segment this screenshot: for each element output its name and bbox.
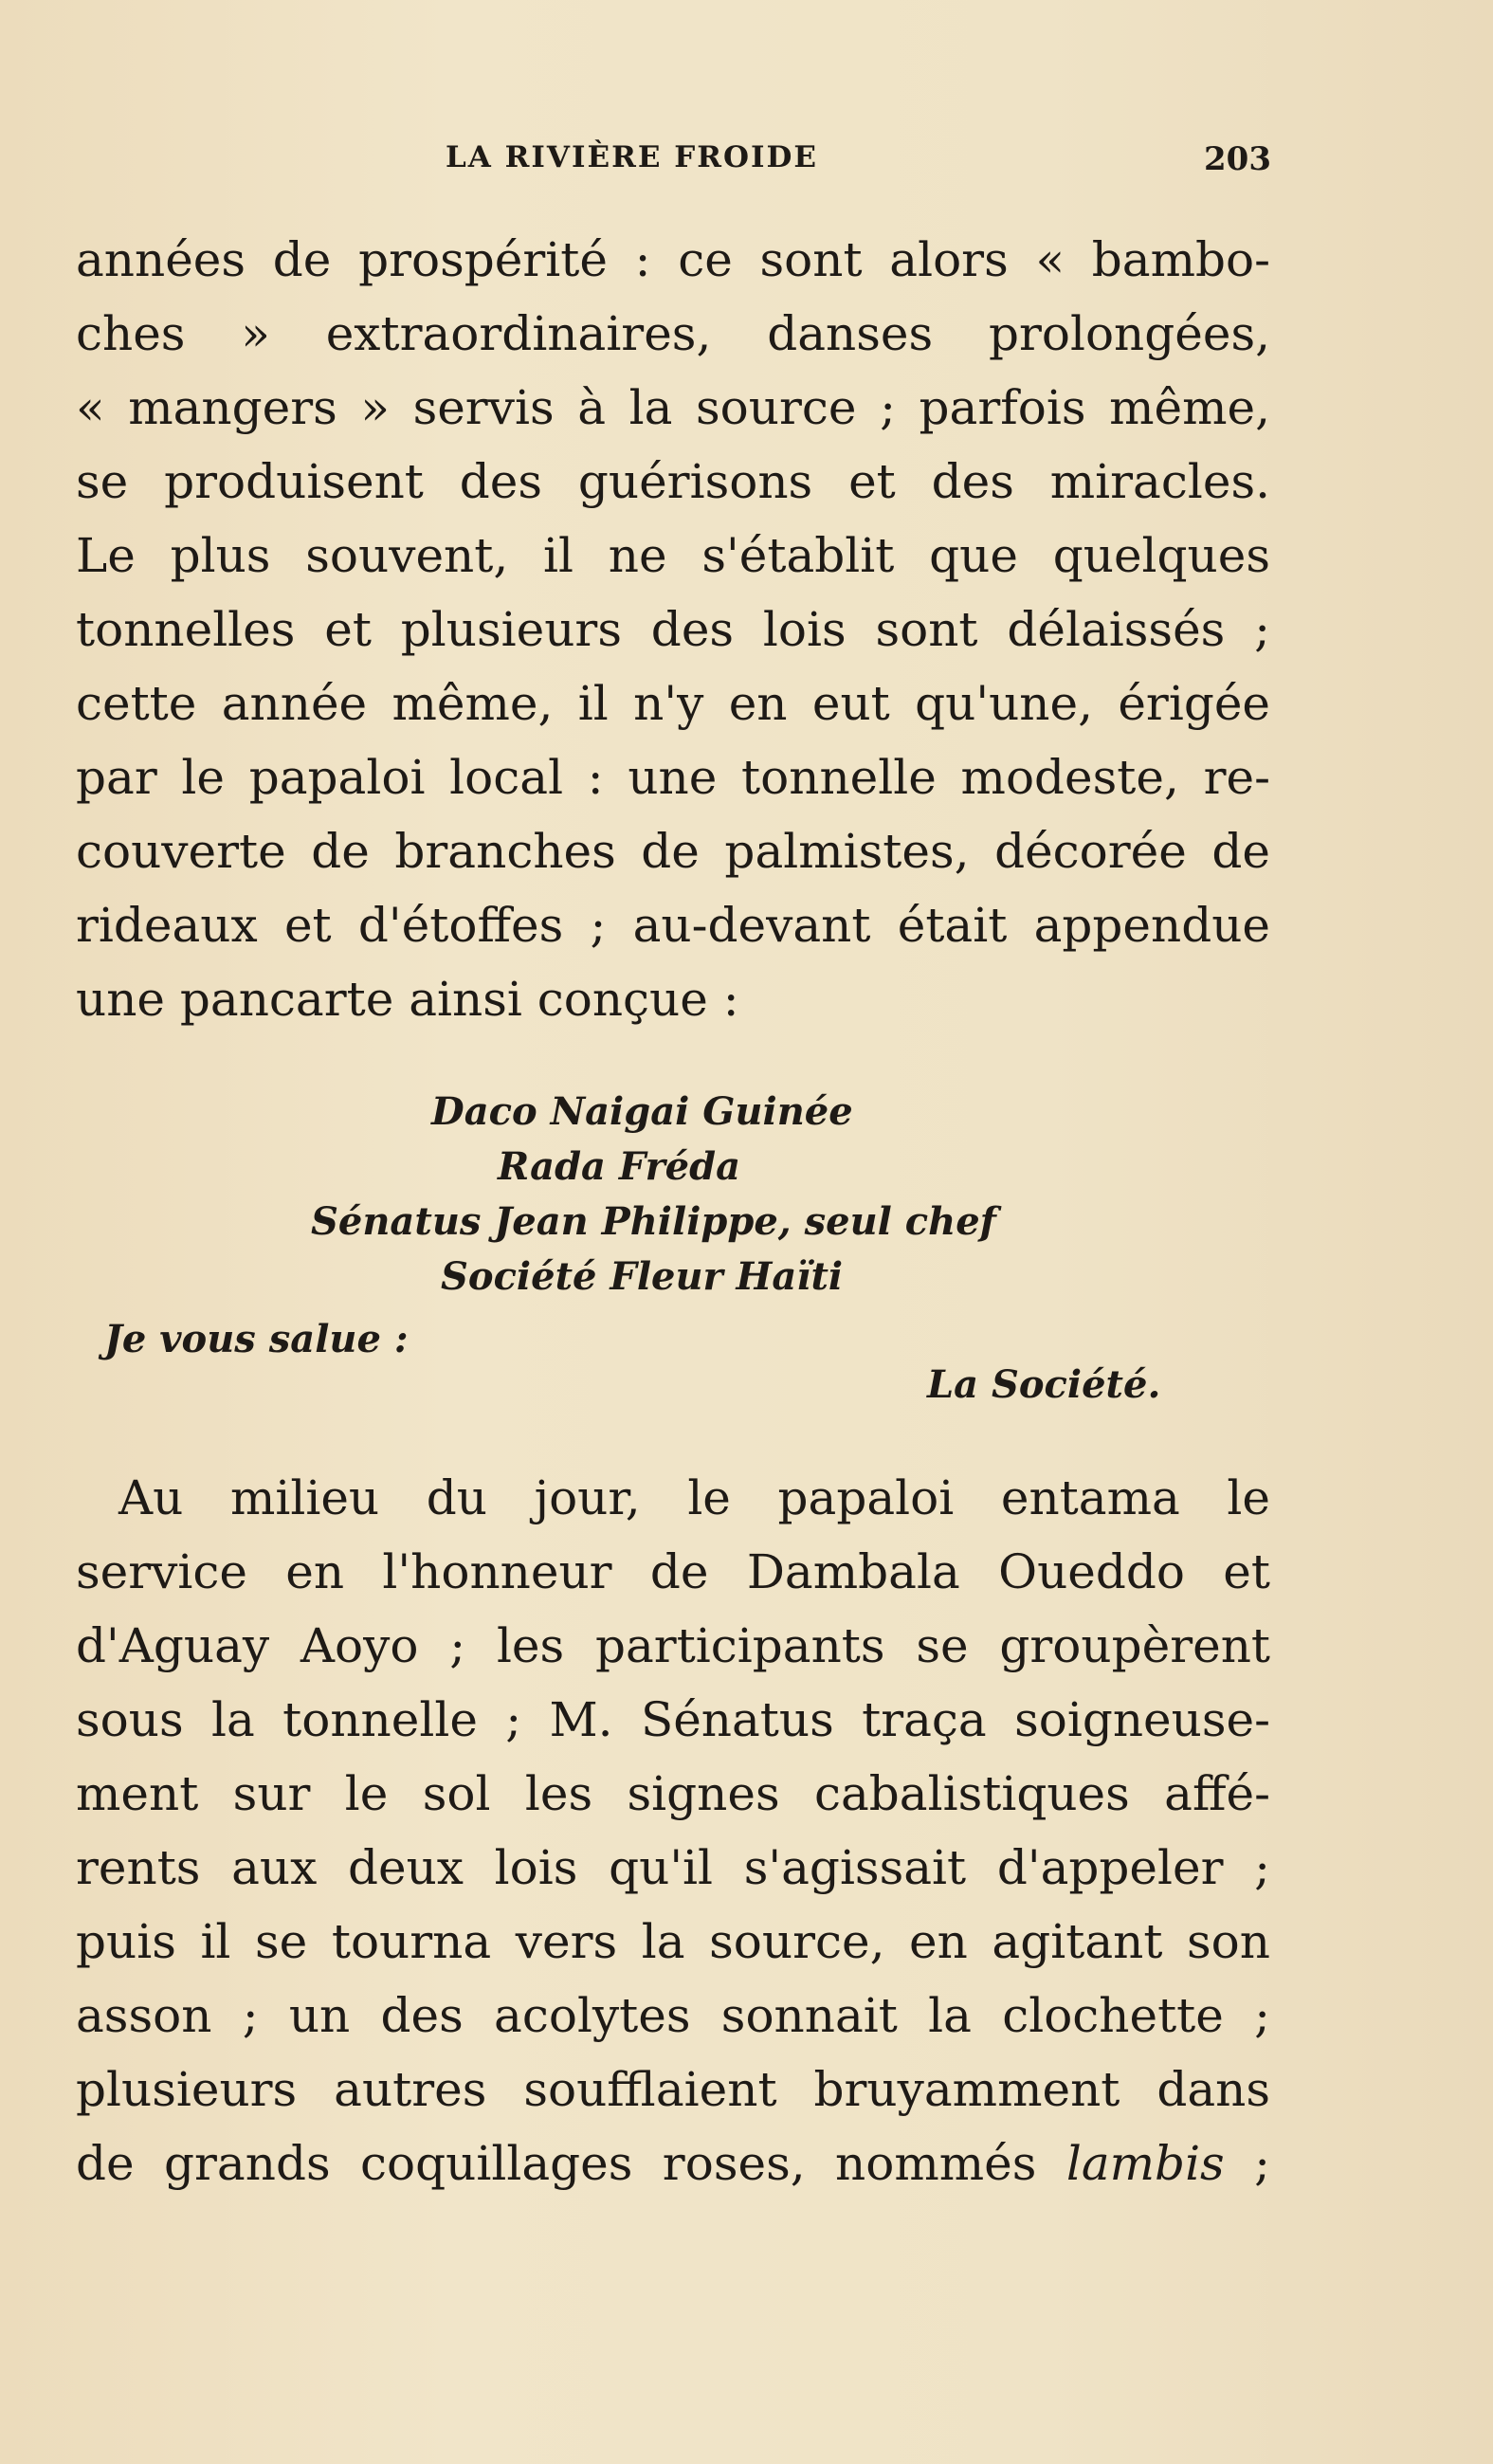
text-line: plusieurs autres soufflaient bruyamment dans [76,2062,1270,2117]
placard-signature: La Société. [927,1362,1161,1407]
text-line: « mangers » servis à la source ; parfois même, [76,380,1270,435]
running-title: LA RIVIÈRE FROIDE [446,140,819,174]
text-line: rents aux deux lois qu'il s'agissait d'appeler ; [76,1840,1270,1895]
text-line: puis il se tourna vers la source, en agitant son [76,1914,1270,1969]
placard-line: Daco Naigai Guinée [431,1089,853,1134]
text-line: service en l'honneur de Dambala Oueddo et [76,1544,1270,1599]
text-line: tonnelles et plusieurs des lois sont délaissés ; [76,602,1270,657]
text-line: se produisent des guérisons et des miracles. [76,454,1270,509]
text-line: rideaux et d'étoffes ; au-devant était appendue [76,898,1270,953]
text-line: par le papaloi local : une tonnelle modeste, re- [76,750,1270,805]
text-line: sous la tonnelle ; M. Sénatus traça soigneuse- [76,1692,1270,1747]
text-line: une pancarte ainsi conçue : [76,972,739,1027]
text-line: Au milieu du jour, le papaloi entama le [118,1470,1270,1525]
placard-line: Sénatus Jean Philippe, seul chef [311,1199,996,1244]
placard-line: Société Fleur Haïti [441,1254,844,1299]
text-line: couverte de branches de palmistes, décorée de [76,824,1270,879]
text-line: d'Aguay Aoyo ; les participants se groupèrent [76,1618,1270,1673]
page-header [0,140,1493,184]
italic-term: lambis [1065,2136,1225,2191]
text-line: cette année même, il n'y en eut qu'une, érigée [76,676,1270,731]
text-line: ches » extraordinaires, danses prolongées, [76,306,1270,361]
page-number: 203 [1204,140,1271,178]
placard-greeting: Je vous salue : [104,1317,409,1361]
text-line: asson ; un des acolytes sonnait la clochette ; [76,1988,1270,2043]
text-line: ment sur le sol les signes cabalistiques affé- [76,1766,1270,1821]
text-line: années de prospérité : ce sont alors « bambo- [76,232,1270,287]
text-line: Le plus souvent, il ne s'établit que quelques [76,528,1270,583]
placard-line: Rada Fréda [498,1144,740,1189]
text-line: de grands coquillages roses, nommés lambis ; [76,2136,1270,2191]
